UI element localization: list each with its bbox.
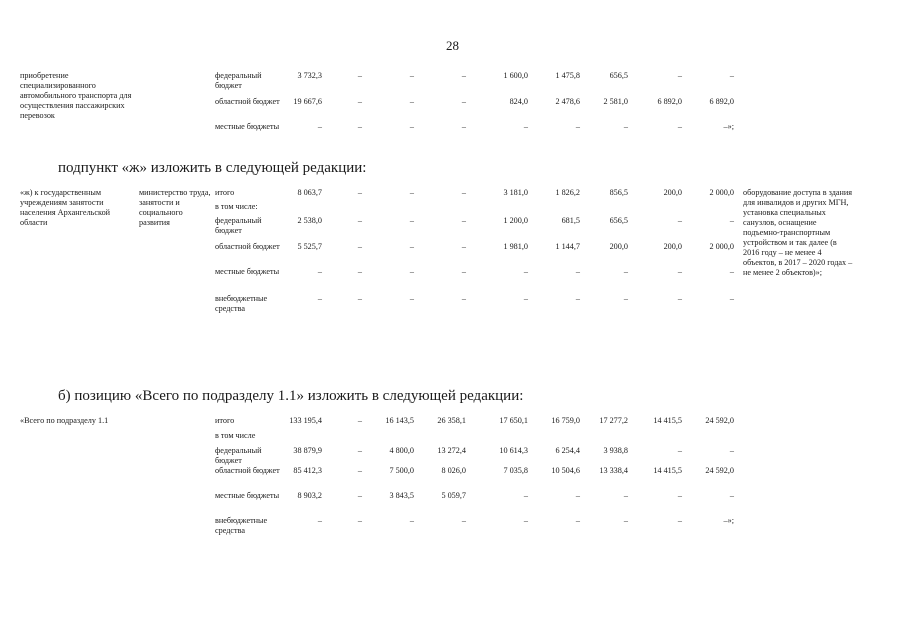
value-cell: 19 667,6 [293, 97, 322, 106]
value-cell: – [623, 294, 628, 303]
value-cell: 5 059,7 [441, 491, 466, 500]
value-cell: 16 143,5 [385, 416, 414, 425]
value-cell: – [623, 122, 628, 131]
value-cell: – [729, 294, 734, 303]
value-cell: – [461, 188, 466, 197]
value-cell: 17 277,2 [599, 416, 628, 425]
value-cell: 4 800,0 [389, 446, 414, 455]
value-cell: – [461, 71, 466, 80]
funding-source: внебюджетные средства [215, 294, 268, 313]
value-cell: – [357, 97, 362, 106]
value-cell: 3 732,3 [297, 71, 322, 80]
value-cell: 8 903,2 [297, 491, 322, 500]
value-cell: –»; [723, 122, 734, 131]
funding-source: местные бюджеты [215, 267, 280, 276]
value-cell: – [357, 446, 362, 455]
value-cell: – [409, 188, 414, 197]
value-cell: 26 358,1 [437, 416, 466, 425]
value-cell: – [357, 267, 362, 276]
funding-source: в том числе: [215, 202, 258, 211]
value-cell: – [461, 122, 466, 131]
value-cell: – [461, 516, 466, 525]
value-cell: – [523, 294, 528, 303]
funding-source: областной бюджет [215, 97, 280, 106]
value-cell: – [317, 267, 322, 276]
value-cell: 6 892,0 [657, 97, 682, 106]
funding-source: федеральный бюджет [215, 216, 262, 235]
value-cell: 6 254,4 [555, 446, 580, 455]
value-cell: – [357, 491, 362, 500]
value-cell: – [409, 97, 414, 106]
value-cell: – [409, 71, 414, 80]
value-cell: 13 272,4 [437, 446, 466, 455]
value-cell: – [523, 122, 528, 131]
value-cell: – [409, 216, 414, 225]
value-cell: 2 000,0 [709, 188, 734, 197]
value-cell: 133 195,4 [289, 416, 322, 425]
value-cell: 656,5 [609, 216, 628, 225]
value-cell: 6 892,0 [709, 97, 734, 106]
value-cell: – [575, 267, 580, 276]
value-cell: – [461, 294, 466, 303]
value-cell: 5 525,7 [297, 242, 322, 251]
value-cell: – [677, 267, 682, 276]
value-cell: 681,5 [561, 216, 580, 225]
heading-total-position: б) позицию «Всего по подразделу 1.1» изложить в следующей редакции: [58, 388, 524, 404]
value-cell: 2 000,0 [709, 242, 734, 251]
value-cell: – [357, 242, 362, 251]
funding-source: областной бюджет [215, 466, 280, 475]
value-cell: – [677, 294, 682, 303]
value-cell: – [357, 294, 362, 303]
value-cell: – [677, 446, 682, 455]
value-cell: – [409, 242, 414, 251]
funding-source: в том числе [215, 431, 256, 440]
value-cell: – [357, 188, 362, 197]
value-cell: – [409, 267, 414, 276]
row-note: оборудование доступа в здания для инвалидов и других МГН, установка специальных санузлов, оснащение подъемно-транспортным устройством и так далее (в 2016 году – не менее 4 объектов, в 2017 – 2020 годах – не менее 2 объектов)»; [743, 188, 853, 277]
funding-source: областной бюджет [215, 242, 280, 251]
value-cell: 1 600,0 [503, 71, 528, 80]
value-cell: 38 879,9 [293, 446, 322, 455]
value-cell: – [317, 516, 322, 525]
value-cell: – [575, 516, 580, 525]
value-cell: 3 181,0 [503, 188, 528, 197]
value-cell: – [317, 122, 322, 131]
value-cell: – [357, 122, 362, 131]
value-cell: 8 063,7 [297, 188, 322, 197]
value-cell: 200,0 [609, 242, 628, 251]
value-cell: – [729, 446, 734, 455]
row-name: «ж) к государственным учреждениям занятости населения Архангельской области [20, 188, 111, 227]
value-cell: 24 592,0 [705, 416, 734, 425]
value-cell: – [357, 516, 362, 525]
value-cell: 1 981,0 [503, 242, 528, 251]
heading-subitem-zh: подпункт «ж» изложить в следующей редакции: [58, 160, 367, 176]
value-cell: – [677, 216, 682, 225]
funding-source: местные бюджеты [215, 491, 280, 500]
value-cell: –»; [723, 516, 734, 525]
value-cell: 824,0 [509, 97, 528, 106]
value-cell: 1 144,7 [555, 242, 580, 251]
funding-source: местные бюджеты [215, 122, 280, 131]
value-cell: 7 035,8 [503, 466, 528, 475]
value-cell: – [677, 122, 682, 131]
value-cell: – [575, 491, 580, 500]
value-cell: – [409, 516, 414, 525]
value-cell: – [575, 294, 580, 303]
value-cell: – [729, 267, 734, 276]
value-cell: – [461, 216, 466, 225]
value-cell: – [623, 491, 628, 500]
funding-source: федеральный бюджет [215, 446, 262, 465]
value-cell: 14 415,5 [653, 466, 682, 475]
funding-source: внебюджетные средства [215, 516, 268, 535]
value-cell: 8 026,0 [441, 466, 466, 475]
value-cell: 856,5 [609, 188, 628, 197]
value-cell: – [409, 122, 414, 131]
value-cell: 200,0 [663, 188, 682, 197]
value-cell: – [623, 267, 628, 276]
value-cell: – [575, 122, 580, 131]
value-cell: 7 500,0 [389, 466, 414, 475]
value-cell: 85 412,3 [293, 466, 322, 475]
value-cell: – [523, 516, 528, 525]
value-cell: 1 475,8 [555, 71, 580, 80]
funding-source: федеральный бюджет [215, 71, 262, 90]
value-cell: 24 592,0 [705, 466, 734, 475]
value-cell: – [357, 216, 362, 225]
value-cell: 656,5 [609, 71, 628, 80]
value-cell: – [357, 416, 362, 425]
value-cell: 14 415,5 [653, 416, 682, 425]
value-cell: – [729, 491, 734, 500]
value-cell: 1 826,2 [555, 188, 580, 197]
value-cell: – [317, 294, 322, 303]
value-cell: 2 478,6 [555, 97, 580, 106]
value-cell: 2 538,0 [297, 216, 322, 225]
funding-source: итого [215, 416, 235, 425]
value-cell: 10 614,3 [499, 446, 528, 455]
value-cell: 200,0 [663, 242, 682, 251]
executor: министерство труда, занятости и социального развития [139, 188, 211, 227]
value-cell: 3 938,8 [603, 446, 628, 455]
value-cell: – [677, 516, 682, 525]
value-cell: 10 504,6 [551, 466, 580, 475]
value-cell: – [729, 216, 734, 225]
value-cell: 13 338,4 [599, 466, 628, 475]
value-cell: 1 200,0 [503, 216, 528, 225]
row-name: приобретение специализированного автомобильного транспорта для осуществления пассажирских перевозок [20, 71, 132, 120]
value-cell: 2 581,0 [603, 97, 628, 106]
funding-source: итого [215, 188, 235, 197]
value-cell: – [677, 491, 682, 500]
value-cell: – [623, 516, 628, 525]
value-cell: – [523, 267, 528, 276]
value-cell: – [677, 71, 682, 80]
value-cell: – [409, 294, 414, 303]
value-cell: – [357, 466, 362, 475]
row-name: «Всего по подразделу 1.1 [20, 416, 109, 425]
value-cell: – [461, 97, 466, 106]
value-cell: 3 843,5 [389, 491, 414, 500]
value-cell: – [729, 71, 734, 80]
value-cell: – [523, 491, 528, 500]
page-number: 28 [446, 38, 459, 53]
value-cell: 16 759,0 [551, 416, 580, 425]
value-cell: – [461, 242, 466, 251]
value-cell: 17 650,1 [499, 416, 528, 425]
value-cell: – [461, 267, 466, 276]
value-cell: – [357, 71, 362, 80]
